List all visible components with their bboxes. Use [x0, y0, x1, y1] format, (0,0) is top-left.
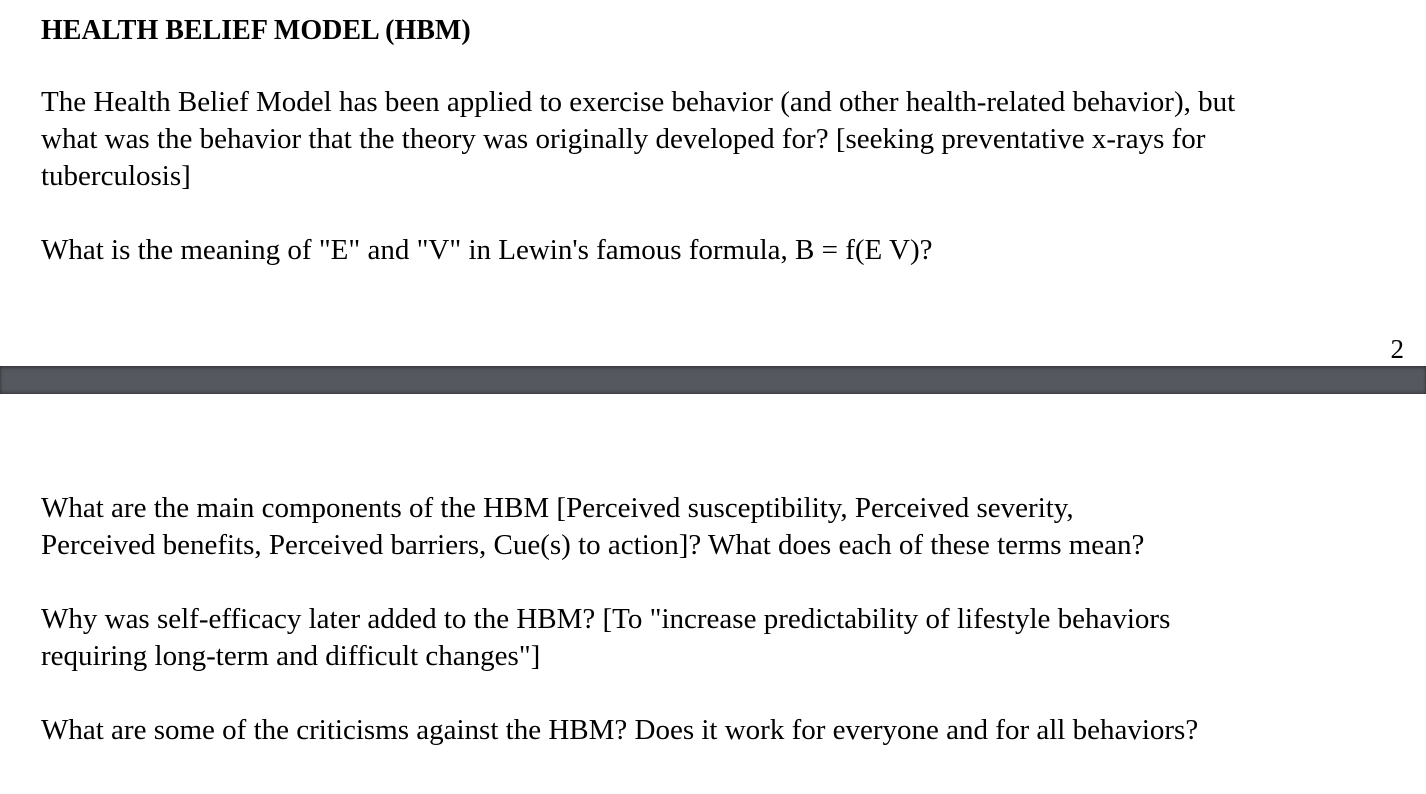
paragraph-hbm-criticisms	[41, 712, 1198, 749]
text-line: what was the behavior that the theory was originally developed for? [seeking preventative x-rays for	[41, 123, 1206, 155]
text-line: Why was self-efficacy later added to the HBM? [To "increase predictability of lifestyle behaviors	[41, 603, 1171, 635]
document-page-1	[0, 0, 1426, 366]
paragraph-hbm-origin	[41, 84, 1235, 195]
text-line: tuberculosis]	[41, 160, 191, 192]
text-line: The Health Belief Model has been applied to exercise behavior (and other health-related behavior), but	[41, 86, 1236, 118]
page-number: 2	[1390, 334, 1404, 364]
page-separator	[0, 366, 1426, 394]
text-line: What is the meaning of "E" and "V" in Lewin's famous formula, B = f(E V)?	[41, 234, 933, 266]
text-line: What are the main components of the HBM [Perceived susceptibility, Perceived severity,	[41, 492, 1074, 524]
text-line: Perceived benefits, Perceived barriers, Cue(s) to action]? What does each of these terms mean?	[41, 529, 1145, 561]
section-heading: HEALTH BELIEF MODEL (HBM)	[41, 15, 471, 46]
document-page-2	[0, 394, 1426, 794]
paragraph-lewin-formula	[41, 232, 932, 269]
paragraph-self-efficacy	[41, 601, 1170, 675]
text-line: requiring long-term and difficult changes"]	[41, 640, 541, 672]
text-line: What are some of the criticisms against the HBM? Does it work for everyone and for all behaviors?	[41, 714, 1199, 746]
paragraph-hbm-components	[41, 490, 1144, 564]
